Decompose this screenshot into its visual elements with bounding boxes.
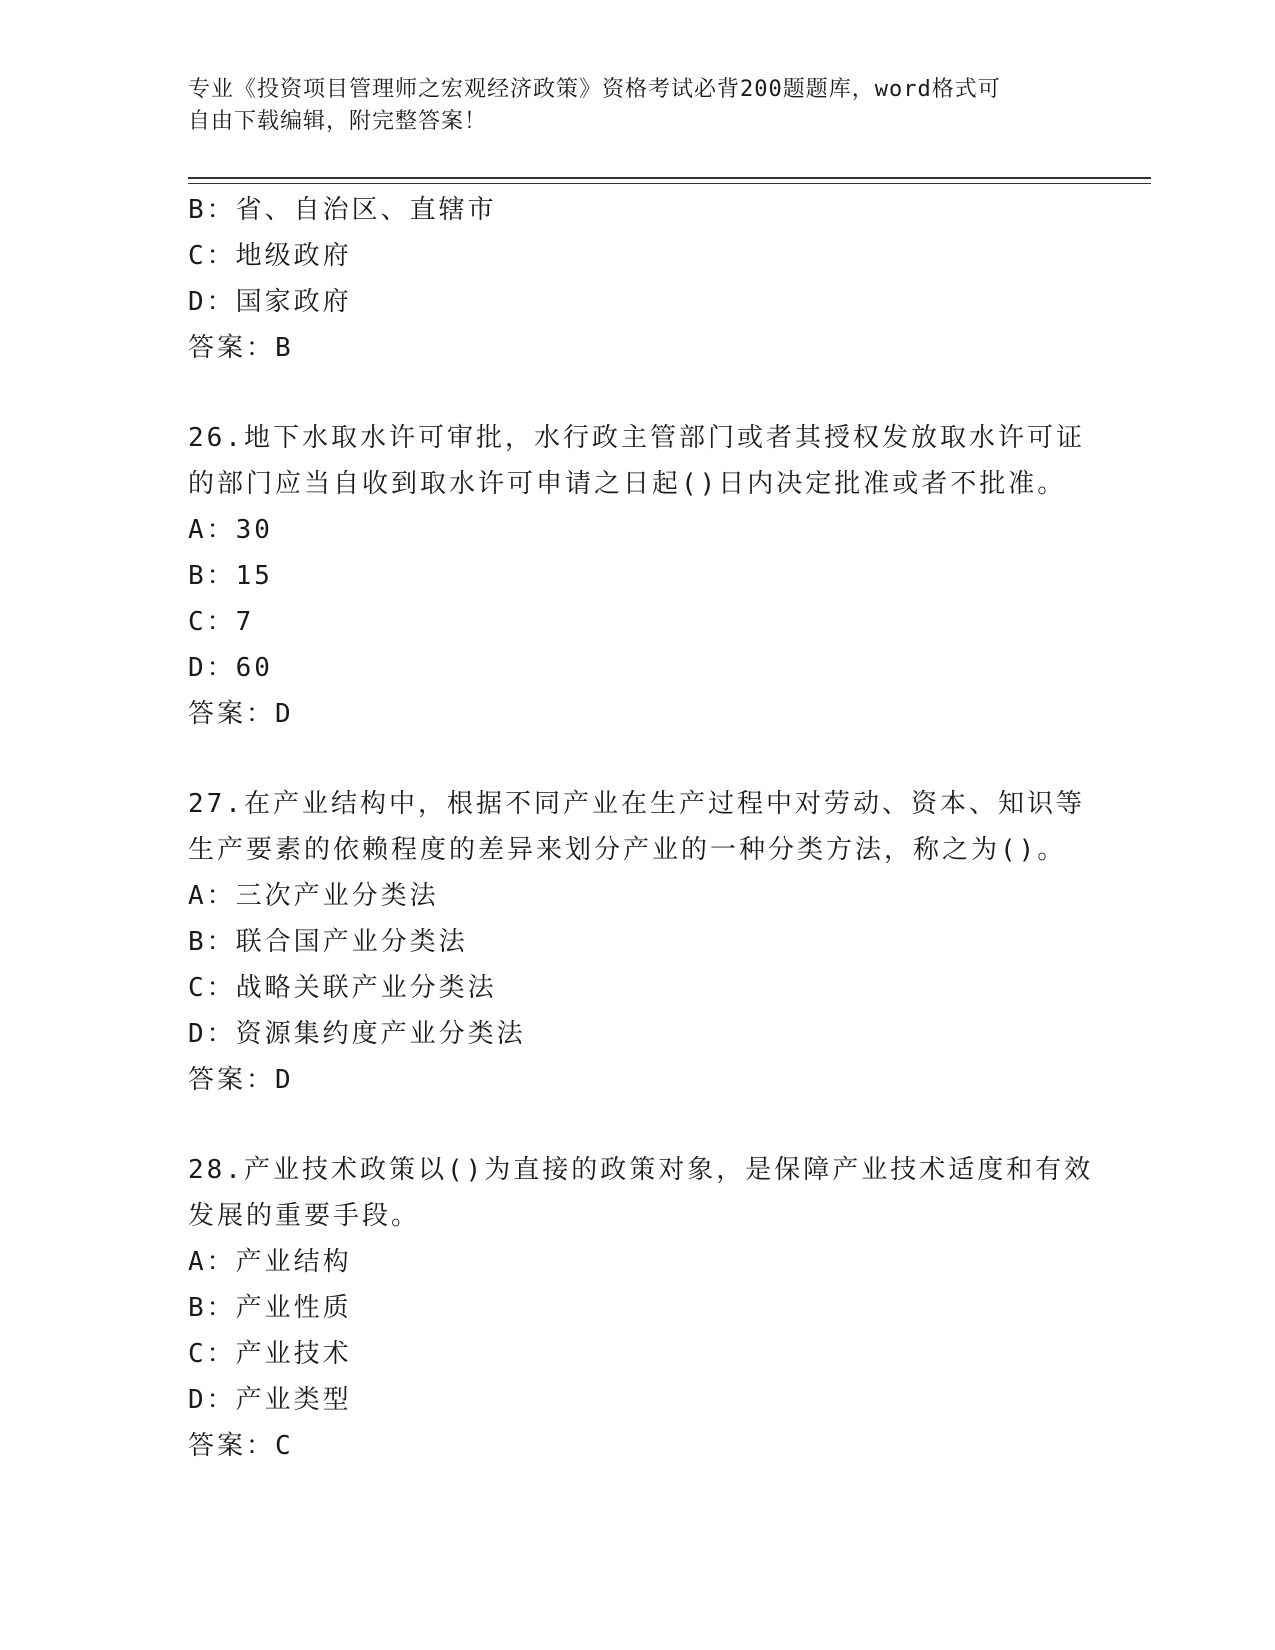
- question-content: [188, 187, 1094, 1469]
- option-a: A：三次产业分类法: [188, 881, 439, 911]
- header-divider-thick: [188, 177, 1151, 179]
- option-c: C：地级政府: [188, 241, 352, 271]
- option-a: A：产业结构: [188, 1247, 352, 1277]
- option-b: B：省、自治区、直辖市: [188, 195, 497, 225]
- header-line-2: 自由下载编辑，附完整答案！: [188, 109, 488, 134]
- document-header: [188, 74, 1068, 138]
- question-stem-line: 的部门应当自收到取水许可申请之日起()日内决定批准或者不批准。: [188, 469, 1067, 499]
- question-stem-line: 生产要素的依赖程度的差异来划分产业的一种分类方法，称之为()。: [188, 835, 1067, 865]
- option-b: B：15: [188, 561, 273, 591]
- question-27: [188, 781, 1088, 1103]
- question-block-continued: [188, 187, 1088, 371]
- header-line-1: 专业《投资项目管理师之宏观经济政策》资格考试必背200题题库，word格式可: [188, 77, 1001, 102]
- option-d: D：资源集约度产业分类法: [188, 1019, 526, 1049]
- option-b: B：产业性质: [188, 1293, 352, 1323]
- answer-label: 答案：: [188, 1065, 276, 1095]
- answer-line: [188, 325, 1088, 371]
- question-stem-line: 发展的重要手段。: [188, 1201, 421, 1231]
- option-c: C：战略关联产业分类法: [188, 973, 497, 1003]
- option-d: D：60: [188, 653, 273, 683]
- question-stem-line: 27.在产业结构中，根据不同产业在生产过程中对劳动、资本、知识等: [188, 789, 1085, 819]
- option-b: B：联合国产业分类法: [188, 927, 468, 957]
- question-28: [188, 1147, 1094, 1469]
- question-26: [188, 415, 1088, 737]
- answer-label: 答案：: [188, 1431, 276, 1461]
- answer-line: [188, 691, 1088, 737]
- option-c: C：产业技术: [188, 1339, 352, 1369]
- answer-label: 答案：: [188, 699, 276, 729]
- question-stem-line: 28.产业技术政策以()为直接的政策对象，是保障产业技术适度和有效: [188, 1155, 1094, 1185]
- question-stem-line: 26.地下水取水许可审批，水行政主管部门或者其授权发放取水许可证: [188, 423, 1085, 453]
- answer-line: [188, 1423, 1088, 1469]
- option-d: D：产业类型: [188, 1385, 352, 1415]
- answer-value: D: [275, 699, 292, 729]
- header-divider-thin: [188, 183, 1151, 184]
- answer-line: [188, 1057, 1088, 1103]
- answer-value: D: [275, 1065, 292, 1095]
- option-d: D：国家政府: [188, 287, 352, 317]
- answer-value: C: [275, 1431, 292, 1461]
- option-c: C：7: [188, 607, 255, 637]
- answer-label: 答案：: [188, 333, 276, 363]
- option-a: A：30: [188, 515, 273, 545]
- answer-value: B: [275, 333, 292, 363]
